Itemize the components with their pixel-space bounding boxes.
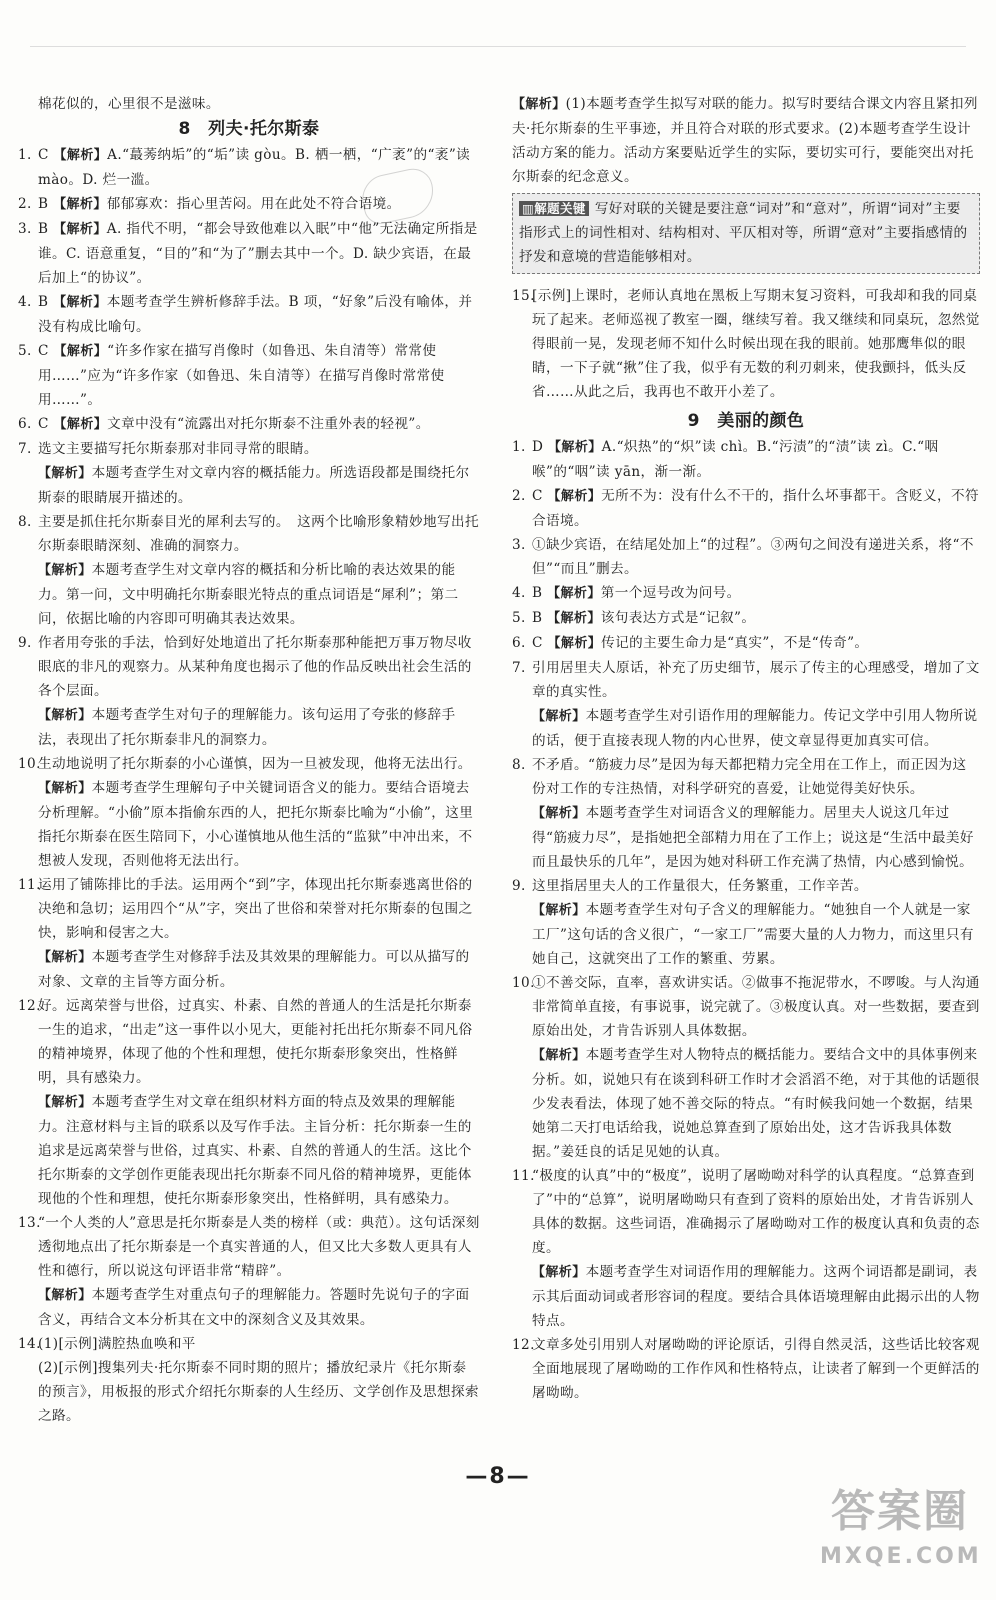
item-number: 14. bbox=[18, 1336, 41, 1352]
item-answer: 好。远离荣誉与世俗，过真实、朴素、自然的普通人的生活是托尔斯泰一生的追求，“出走”这一事件以小见大，更能衬托出托尔斯泰不同凡俗的精神境界，体现了他的个性和理想，使托尔斯泰形象突出，性格鲜明，具有感染力。 bbox=[38, 998, 473, 1086]
item-answer: 引用居里夫人原话，补充了历史细节，展示了传主的心理感受，增加了文章的真实性。 bbox=[532, 660, 980, 700]
item-number: 8. bbox=[512, 757, 526, 773]
item-number: 5. bbox=[18, 343, 32, 359]
question-item bbox=[18, 1211, 480, 1283]
item-number: 4. bbox=[512, 585, 526, 601]
item-analysis: 【解析】本题考查学生对句子含义的理解能力。“她独自一个人就是一家工厂”这句话的含义很广，“一家工厂”需要大量的人力物力，而这里只有她自己，这就突出了工作的繁重、劳累。 bbox=[532, 902, 974, 967]
item-answer: (1)[示例]满腔热血唤和平 bbox=[38, 1336, 196, 1352]
item-analysis: 【解析】本题考查学生对词语作用的理解能力。这两个词语都是副词，表示其后面动词或者形容词的程度。要结合具体语境理解由此揭示出的人物特点。 bbox=[532, 1264, 980, 1329]
item-answer: B 【解析】郁郁寡欢：指心里苦闷。用在此处不符合语境。 bbox=[38, 196, 401, 212]
item-answer: B 【解析】第一个逗号改为问号。 bbox=[532, 585, 741, 601]
section-8-items bbox=[18, 143, 480, 1428]
item-text: [示例]上课时，老师认真地在黑板上写期末复习资料，可我却和我的同桌玩了起来。老师巡视了教室一圈，继续写着。我又继续和同桌玩，忽然觉得眼前一晃，发现老师不知什么时候出现在我的眼前。她那鹰隼似的眼睛，一下子就“揪”住了我，似乎有无数的利刃刺来，使我颤抖，低头反省……从此之后，我再也不敢开小差了。 bbox=[532, 288, 980, 400]
question-item bbox=[18, 752, 480, 776]
item-number: 13. bbox=[18, 1215, 41, 1231]
item-analysis: 【解析】本题考查学生对重点句子的理解能力。答题时先说句子的字面含义，再结合文本分析其在文中的深刻含义及其效果。 bbox=[38, 1287, 470, 1328]
question-item bbox=[18, 994, 480, 1090]
question-item bbox=[512, 874, 980, 898]
item-answer: ①不善交际，直率，喜欢讲实话。②做事不拖泥带水，不啰唆。与人沟通非常简单直接，有事说事，说完就了。③极度认真。对一些数据，要查到原始出处，才肯告诉别人具体数据。 bbox=[532, 975, 980, 1039]
question-item bbox=[512, 533, 980, 581]
item-analysis: 【解析】本题考查学生对修辞手法及其效果的理解能力。可以从描写的对象、文章的主旨等方面分析。 bbox=[38, 949, 470, 990]
item-answer: 选文主要描写托尔斯泰那对非同寻常的眼睛。 bbox=[38, 441, 318, 457]
item-analysis: 【解析】本题考查学生对词语含义的理解能力。居里夫人说这几年过得“筋疲力尽”，是指她把全部精力用在了工作上；说这是“生活中最美好而且最快乐的几年”，是因为她对科研工作充满了热情，内心感到愉悦。 bbox=[532, 805, 974, 870]
question-item bbox=[512, 631, 980, 656]
watermark-main: 答案圈 bbox=[831, 1486, 969, 1537]
question-item bbox=[18, 290, 480, 339]
item-answer: 文章多处引用别人对屠呦呦的评论原话，引得自然灵活，这些话比较客观全面地展现了屠呦呦的工作作风和性格特点，让读者了解到一个更鲜活的屠呦呦。 bbox=[532, 1337, 980, 1401]
item-number: 1. bbox=[18, 147, 32, 163]
item-14-analysis: 【解析】(1)本题考查学生拟写对联的能力。拟写时要结合课文内容且紧扣列夫·托尔斯泰的生平事迹，并且符合对联的形式要求。(2)本题考查学生设计活动方案的能力。活动方案要贴近学生的实际，要切实可行，要能突出对托尔斯泰的纪念意义。 bbox=[512, 96, 978, 185]
question-item bbox=[512, 484, 980, 533]
item-answer: 作者用夸张的手法，恰到好处地道出了托尔斯泰那种能把万事万物尽收眼底的非凡的观察力。从某种角度也揭示了他的作品反映出社会生活的各个层面。 bbox=[38, 635, 472, 699]
item-answer: C 【解析】“许多作家在描写肖像时（如鲁迅、朱自清等）常常使用……”应为“许多作家（如鲁迅、朱自清等）在描写肖像时常常使用……”。 bbox=[38, 343, 445, 408]
item-number: 9. bbox=[18, 635, 32, 651]
question-item bbox=[18, 339, 480, 412]
section-8-title: 8 列夫·托尔斯泰 bbox=[178, 119, 320, 139]
item-answer: 运用了铺陈排比的手法。运用两个“到”字，体现出托尔斯泰逃离世俗的决绝和急切；运用四个“从”字，突出了世俗和荣誉对托尔斯泰的包围之快，影响和侵害之大。 bbox=[38, 877, 473, 941]
item-number: 10. bbox=[512, 975, 535, 991]
item-number: 3. bbox=[512, 537, 526, 553]
page-number: —8— bbox=[465, 1464, 531, 1489]
item-15 bbox=[512, 284, 980, 404]
question-item bbox=[512, 1333, 980, 1405]
item-answer: C 【解析】传记的主要生命力是“真实”，不是“传奇”。 bbox=[532, 635, 869, 651]
item-number: 2. bbox=[512, 488, 526, 504]
question-item bbox=[18, 217, 480, 290]
item-analysis: 【解析】本题考查学生对文章内容的概括能力。所选语段都是围绕托尔斯泰的眼睛展开描述的。 bbox=[38, 465, 470, 506]
item-number: 4. bbox=[18, 294, 32, 310]
item-answer: B 【解析】该句表达方式是“记叙”。 bbox=[532, 610, 756, 626]
item-answer: B 【解析】A. 指代不明，“都会导致他难以入眠”中“他”无法确定所指是谁。C. 语意重复，“目的”和“为了”删去其中一个。D. 缺少宾语，在最后加上“的协议”。 bbox=[38, 221, 478, 286]
watermark-sub: MXQE.COM bbox=[820, 1544, 982, 1569]
item-analysis: 【解析】本题考查学生对文章在组织材料方面的特点及效果的理解能力。注意材料与主旨的联系以及写作手法。主旨分析：托尔斯泰一生的追求是远离荣誉与世俗，过真实、朴素、自然的普通人的生活。这比个托尔斯泰的文学创作更能表现出托尔斯泰不同凡俗的精神境界，更能体现他的个性和理想，使托尔斯泰形象突出，性格鲜明，具有感染力。 bbox=[38, 1094, 472, 1207]
item-number: 7. bbox=[18, 441, 32, 457]
item-answer: B 【解析】本题考查学生辨析修辞手法。B 项，“好象”后没有喻体，并没有构成比喻句。 bbox=[38, 294, 473, 335]
item-answer: 不矛盾。“筋疲力尽”是因为每天都把精力完全用在工作上，而正因为这份对工作的专注热情，对科学研究的喜爱，让她觉得美好快乐。 bbox=[532, 757, 967, 797]
item-analysis: 【解析】本题考查学生理解句子中关键词语含义的能力。要结合语境去分析理解。“小偷”原本指偷东西的人，把托尔斯泰比喻为“小偷”，这里指托尔斯泰在医生陪同下，小心谨慎地从他生活的“监狱”中冲出来，不想被人发现，否则他将无法出行。 bbox=[38, 780, 474, 869]
item-number: 12. bbox=[512, 1337, 535, 1353]
left-column bbox=[18, 92, 480, 1428]
question-item bbox=[18, 1332, 480, 1356]
item-answer: “极度的认真”中的“极度”，说明了屠呦呦对科学的认真程度。“总算查到了”中的“总算”，说明屠呦呦只有查到了资料的原始出处，才肯告诉别人具体的数据。这些词语，准确揭示了屠呦呦对工作的极度认真和负责的态度。 bbox=[532, 1168, 980, 1256]
key-tip-label: ▥解题关键 bbox=[519, 201, 589, 216]
item-answer: C 【解析】A.“蕞莠纳垢”的“垢”读 gòu。B. 栖一栖，“广袤”的“袤”读 mào。D. 烂一滥。 bbox=[38, 147, 471, 188]
item-number: 5. bbox=[512, 610, 526, 626]
question-item bbox=[512, 581, 980, 606]
item-number: 1. bbox=[512, 439, 526, 455]
item-number: 11. bbox=[18, 877, 41, 893]
question-item bbox=[512, 435, 980, 484]
item-answer: ①缺少宾语，在结尾处加上“的过程”。③两句之间没有递进关系，将“不但”“而且”删去。 bbox=[532, 537, 974, 577]
item-number: 7. bbox=[512, 660, 526, 676]
question-item bbox=[18, 631, 480, 703]
item-answer: 主要是抓住托尔斯泰目光的犀利去写的。 这两个比喻形象精妙地写出托尔斯泰眼睛深刻、准确的洞察力。 bbox=[38, 514, 479, 554]
question-item bbox=[18, 510, 480, 558]
item-analysis: 【解析】本题考查学生对人物特点的概括能力。要结合文中的具体事例来分析。如，说她只有在谈到科研工作时才会滔滔不绝，对于其他的话题很少发表看法，体现了她不善交际的特点。“有时候我问她一个数据，结果她第二天打电话给我，说她总算查到了原始出处，这才告诉我具体数据。”姜廷良的话足见她的认真。 bbox=[532, 1047, 980, 1160]
watermark-logo bbox=[820, 1482, 980, 1592]
section-9-title: 9 美丽的颜色 bbox=[687, 411, 805, 431]
question-item bbox=[18, 873, 480, 945]
question-item bbox=[18, 143, 480, 192]
key-tip-text: 写好对联的关键是要注意“词对”和“意对”，所谓“词对”主要指形式上的词性相对、结构相对、平仄相对等，所谓“意对”主要指感情的抒发和意境的营造能够相对。 bbox=[519, 201, 968, 265]
item-number: 8. bbox=[18, 514, 32, 530]
item-analysis: (2)[示例]搜集列夫·托尔斯泰不同时期的照片；播放纪录片《托尔斯泰的预言》，用板报的形式介绍托尔斯泰的人生经历、文学创作及思想探索之路。 bbox=[38, 1360, 479, 1424]
item-analysis: 【解析】本题考查学生对句子的理解能力。该句运用了夸张的修辞手法，表现出了托尔斯泰非凡的洞察力。 bbox=[38, 707, 456, 748]
item-number: 2. bbox=[18, 196, 32, 212]
item-number: 6. bbox=[512, 635, 526, 651]
item-answer: 这里指居里夫人的工作量很大，任务繁重，工作辛苦。 bbox=[532, 878, 868, 894]
item-number: 6. bbox=[18, 416, 32, 432]
item-number: 11. bbox=[512, 1168, 535, 1184]
intro-text: 棉花似的，心里很不是滋味。 bbox=[38, 96, 220, 112]
top-rule bbox=[30, 46, 966, 47]
question-item bbox=[512, 606, 980, 631]
item-answer: “一个人类的人”意思是托尔斯泰是人类的榜样（或：典范）。这句话深刻透彻地点出了托尔斯泰是一个真实普通的人，但又比大多数人更具有人性和德行，所以说这句评语非常“精辟”。 bbox=[38, 1215, 480, 1279]
item-answer: C 【解析】文章中没有“流露出对托尔斯泰不注重外表的轻视”。 bbox=[38, 416, 430, 432]
item-answer: 生动地说明了托尔斯泰的小心谨慎，因为一旦被发现，他将无法出行。 bbox=[38, 756, 472, 772]
item-number: 9. bbox=[512, 878, 526, 894]
item-number: 3. bbox=[18, 221, 32, 237]
key-tip-box bbox=[512, 193, 980, 274]
section-9-items bbox=[512, 435, 980, 1405]
question-item bbox=[18, 437, 480, 461]
item-number: 10. bbox=[18, 756, 41, 772]
question-item bbox=[512, 753, 980, 801]
item-analysis: 【解析】本题考查学生对引语作用的理解能力。传记文学中引用人物所说的话，便于直接表现人物的内心世界，使文章显得更加真实可信。 bbox=[532, 708, 978, 749]
item-number: 12. bbox=[18, 998, 41, 1014]
right-column bbox=[512, 92, 980, 1405]
question-item bbox=[512, 656, 980, 704]
question-item bbox=[512, 971, 980, 1043]
question-item bbox=[512, 1164, 980, 1260]
item-answer: D 【解析】A.“炽热”的“炽”读 chì。B.“污渍”的“渍”读 zì。C.“咽喉”的“咽”读 yān，渐一渐。 bbox=[532, 439, 939, 480]
question-item bbox=[18, 192, 480, 217]
item-answer: C 【解析】无所不为：没有什么不干的，指什么坏事都干。含贬义，不符合语境。 bbox=[532, 488, 979, 529]
item-analysis: 【解析】本题考查学生对文章内容的概括和分析比喻的表达效果的能力。第一问，文中明确托尔斯泰眼光特点的重点词语是“犀利”；第二问，依据比喻的内容即可明确其表达效果。 bbox=[38, 562, 459, 627]
question-item bbox=[18, 412, 480, 437]
item-number: 15. bbox=[512, 288, 535, 304]
